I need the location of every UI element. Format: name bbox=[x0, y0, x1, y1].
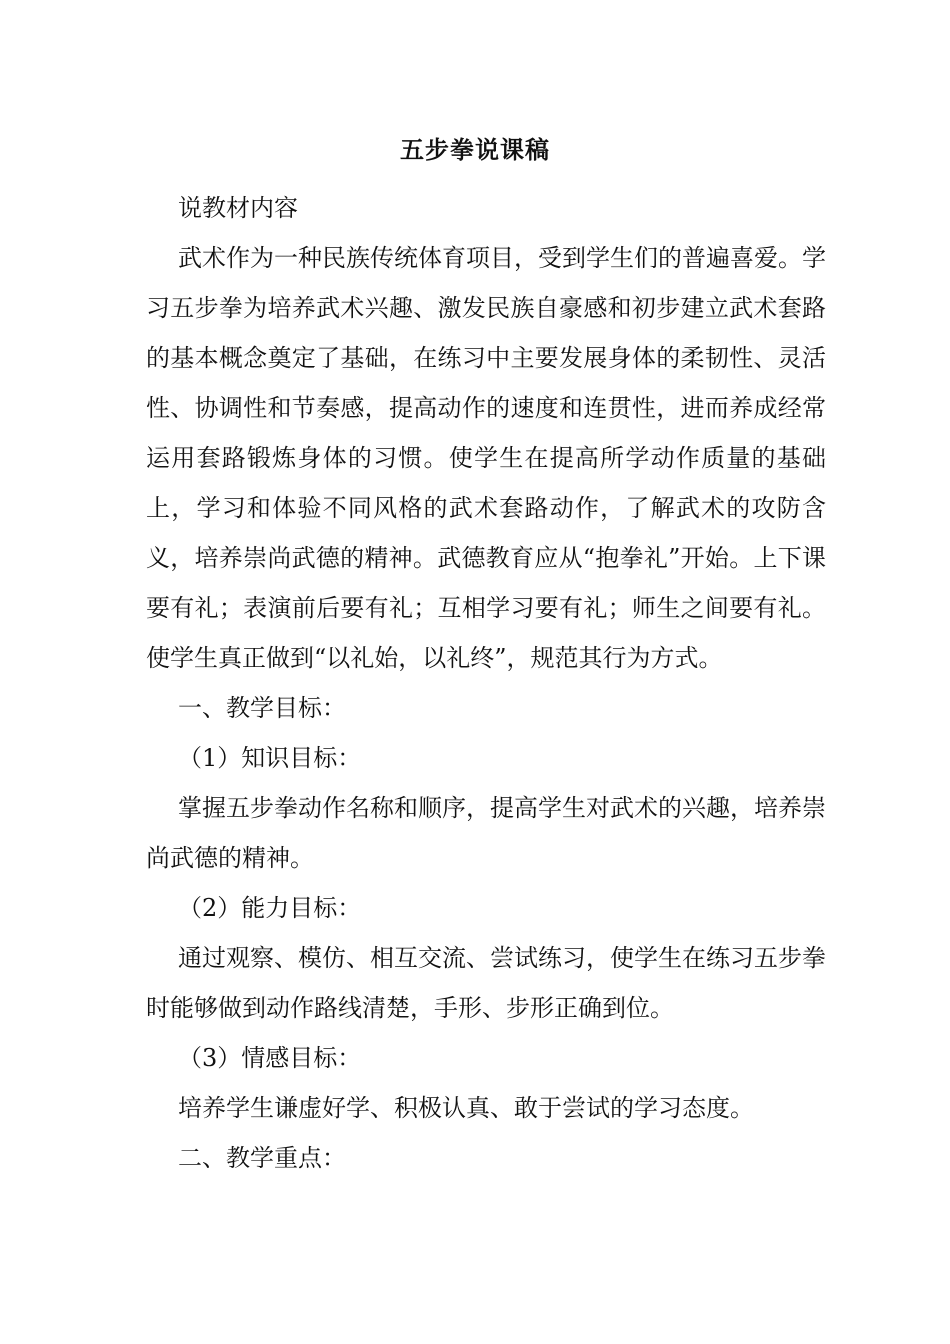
document-title: 五步拳说课稿 bbox=[400, 135, 550, 164]
section-heading-teaching-focus: 二、教学重点： bbox=[178, 1144, 346, 1172]
subheading-emotion-goal: （3）情感目标： bbox=[178, 1044, 362, 1072]
paragraph-wushu-introduction: 武术作为一种民族传统体育项目，受到学生们的普遍喜爱。学习五步拳为培养武术兴趣、激发民族自豪感和初步建立武术套路的基本概念奠定了基础，在练习中主要发展身体的柔韧性、灵活性、协调性和节奏感，提高动作的速度和连贯性，进而养成经常运用套路锻炼身体的习惯。使学生在提高所学动作质量的基础上，学习和体验不同风格的武术套路动作，了解武术的攻防含义，培养崇尚武德的精神。武德教育应从“抱拳礼”开始。上下课要有礼；表演前后要有礼；互相学习要有礼；师生之间要有礼。使学生真正做到“以礼始，以礼终”，规范其行为方式。 bbox=[146, 244, 826, 672]
subheading-ability-goal: （2）能力目标： bbox=[178, 894, 362, 922]
paragraph-knowledge-goal: 掌握五步拳动作名称和顺序，提高学生对武术的兴趣，培养崇尚武德的精神。 bbox=[146, 794, 826, 872]
document-body bbox=[146, 183, 826, 1183]
section-heading-textbook-content: 说教材内容 bbox=[178, 194, 298, 222]
paragraph-emotion-goal: 培养学生谦虚好学、积极认真、敢于尝试的学习态度。 bbox=[178, 1094, 754, 1122]
subheading-knowledge-goal: （1）知识目标： bbox=[178, 744, 362, 772]
section-heading-teaching-goals: 一、教学目标： bbox=[178, 694, 346, 722]
paragraph-ability-goal: 通过观察、模仿、相互交流、尝试练习，使学生在练习五步拳时能够做到动作路线清楚，手形、步形正确到位。 bbox=[146, 944, 826, 1022]
